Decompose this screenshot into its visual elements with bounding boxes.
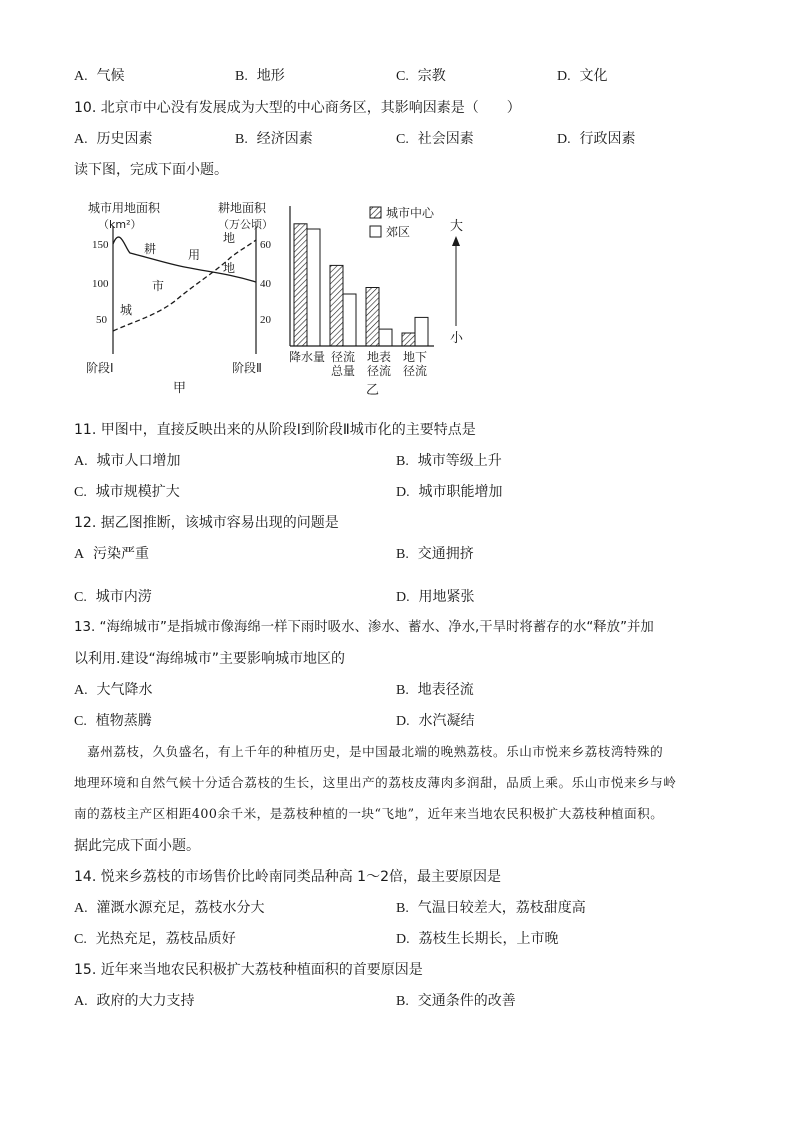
q10-stem: 10. 北京市中心没有发展成为大型的中心商务区，其影响因素是（ ） [74, 100, 521, 116]
bar-suburb-total-runoff [343, 294, 356, 346]
passage-lychee [74, 736, 722, 829]
q14-option-b: B. 气温日较差大，荔枝甜度高 [396, 900, 586, 916]
category-label-surface-runoff-line1: 地表 [366, 350, 392, 364]
bar-city-center-total-runoff [330, 265, 343, 346]
category-label-precipitation-line1: 降水量 [288, 350, 326, 364]
category-label-total-runoff-line1: 径流 [330, 350, 356, 364]
category-label-groundwater-runoff-line1: 地下 [402, 350, 428, 364]
bar-city-center-precipitation [294, 224, 307, 346]
category-label-surface-runoff-line2: 径流 [366, 364, 392, 378]
q14-option-c: C. 光热充足，荔枝品质好 [74, 931, 236, 947]
q10-option-d: D. 行政因素 [557, 131, 636, 147]
urban-label-char3: 用 [188, 248, 201, 262]
q15-option-a: A. 政府的大力支持 [74, 993, 195, 1009]
intro-read-figure: 读下图，完成下面小题。 [74, 162, 228, 178]
q11-option-b: B. 城市等级上升 [396, 453, 502, 469]
bar-suburb-groundwater-runoff [415, 317, 428, 346]
legend-label-city-center: 城市中心 [386, 206, 435, 220]
magnitude-bottom-label: 小 [450, 331, 464, 346]
right-tick-60: 60 [260, 239, 271, 251]
q11-stem: 11. 甲图中，直接反映出来的从阶段Ⅰ到阶段Ⅱ城市化的主要特点是 [74, 422, 476, 438]
q12-stem: 12. 据乙图推断，该城市容易出现的问题是 [74, 515, 339, 531]
right-tick-40: 40 [260, 278, 271, 290]
passage-line-2: 地理环境和自然气候十分适合荔枝的生长，这里出产的荔枝皮薄肉多润甜，品质上乘。乐山市悦来乡与岭 [74, 775, 677, 790]
figure-yi-caption: 乙 [366, 383, 380, 396]
q9-option-d: D. 文化 [557, 68, 608, 84]
q9-option-c: C. 宗教 [396, 68, 446, 84]
intro-complete-questions: 据此完成下面小题。 [74, 838, 200, 854]
passage-line-1: 嘉州荔枝，久负盛名，有上千年的种植历史，是中国最北端的晚熟荔枝。乐山市悦来乡荔枝湾特殊的 [74, 744, 664, 759]
urban-label-char1: 城 [120, 303, 133, 317]
q10-option-c: C. 社会因素 [396, 131, 474, 147]
arrow-up-icon [452, 236, 460, 246]
q13-option-a: A. 大气降水 [74, 682, 153, 698]
left-tick-100: 100 [92, 278, 109, 290]
figure-jia-caption: 甲 [173, 381, 187, 396]
left-tick-50: 50 [96, 314, 107, 326]
bar-suburb-precipitation [307, 229, 320, 346]
passage-line-3: 南的荔枝主产区相距400余千米，是荔枝种植的一块“飞地”，近年来当地农民积极扩大荔枝种植面积。 [74, 806, 664, 821]
q13-option-b: B. 地表径流 [396, 682, 474, 698]
right-tick-20: 20 [260, 314, 271, 326]
stage-one-label: 阶段Ⅰ [86, 361, 114, 375]
left-axis-title: 城市用地面积 [88, 201, 161, 215]
stage-two-label: 阶段Ⅱ [232, 361, 262, 375]
q13-stem-line2: 以利用.建设“海绵城市”主要影响城市地区的 [74, 651, 345, 667]
q9-option-b: B. 地形 [235, 68, 285, 84]
q14-option-a: A. 灌溉水源充足，荔枝水分大 [74, 900, 265, 916]
figure-jia [80, 196, 280, 396]
bar-city-center-surface-runoff [366, 288, 379, 347]
q12-option-d: D. 用地紧张 [396, 589, 475, 605]
urban-label-char2: 市 [152, 279, 165, 293]
q12-option-a: A 污染严重 [74, 546, 150, 562]
q11-option-d: D. 城市职能增加 [396, 484, 503, 500]
q15-option-b: B. 交通条件的改善 [396, 993, 516, 1009]
category-label-total-runoff-line2: 总量 [330, 364, 356, 378]
q14-stem: 14. 悦来乡荔枝的市场售价比岭南同类品种高 1～2倍，最主要原因是 [74, 869, 501, 885]
q11-option-a: A. 城市人口增加 [74, 453, 181, 469]
q13-stem-line1: 13. “海绵城市”是指城市像海绵一样下雨时吸水、渗水、蓄水、净水,干旱时将蓄存的水“释放”并加 [74, 620, 654, 635]
bar-city-center-groundwater-runoff [402, 333, 415, 346]
bar-layer [294, 224, 428, 346]
right-axis-title: 耕地面积 [218, 201, 267, 215]
q11-option-c: C. 城市规模扩大 [74, 484, 180, 500]
left-tick-150: 150 [92, 239, 109, 251]
urban-label-char4: 地 [223, 231, 236, 245]
q14-option-d: D. 荔枝生长期长，上市晚 [396, 931, 559, 947]
q9-option-a: A. 气候 [74, 68, 125, 84]
left-axis-unit: （km²） [98, 218, 142, 231]
legend-swatch-suburb [370, 226, 381, 237]
q12-option-b: B. 交通拥挤 [396, 546, 474, 562]
legend-label-suburb: 郊区 [386, 225, 411, 239]
bar-suburb-surface-runoff [379, 329, 392, 346]
legend-swatch-city-center [370, 207, 381, 218]
q10-option-a: A. 历史因素 [74, 131, 153, 147]
q10-option-b: B. 经济因素 [235, 131, 313, 147]
figure-yi-bar-chart [282, 196, 482, 396]
q13-option-c: C. 植物蒸腾 [74, 713, 152, 729]
farmland-label-char1: 耕 [144, 242, 157, 256]
farmland-label-char2: 地 [223, 261, 236, 275]
magnitude-top-label: 大 [450, 219, 464, 234]
q15-stem: 15. 近年来当地农民积极扩大荔枝种植面积的首要原因是 [74, 962, 423, 978]
right-axis-unit: （万公顷） [218, 218, 273, 231]
category-label-groundwater-runoff-line2: 径流 [402, 364, 428, 378]
q13-option-d: D. 水汽凝结 [396, 713, 475, 729]
category-label-layer [289, 349, 427, 378]
q12-option-c: C. 城市内涝 [74, 589, 152, 605]
